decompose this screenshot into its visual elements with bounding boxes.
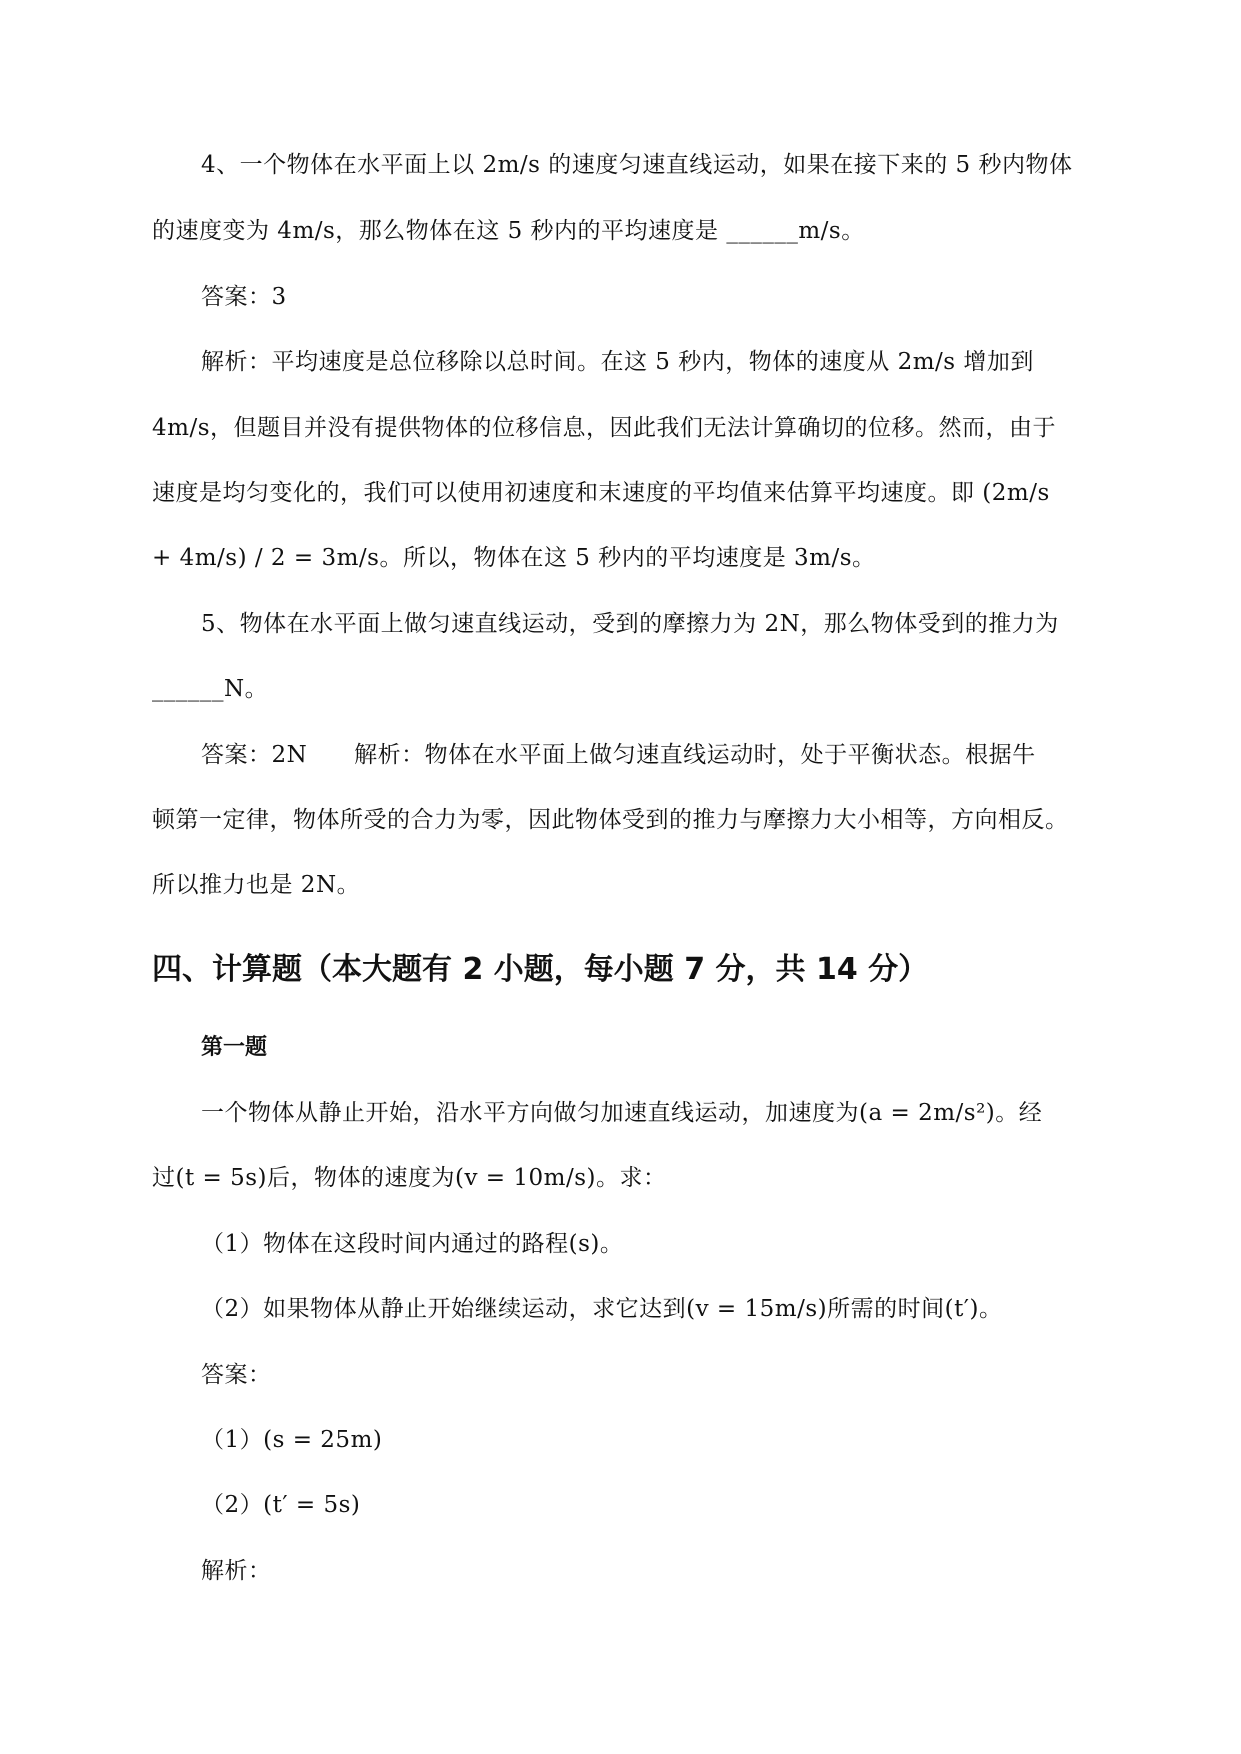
q4-analysis-line2: 4m/s，但题目并没有提供物体的位移信息，因此我们无法计算确切的位移。然而，由于 xyxy=(152,415,1056,441)
q4-answer: 答案：3 xyxy=(201,284,287,310)
q5-analysis-line2: 顿第一定律，物体所受的合力为零，因此物体受到的推力与摩擦力大小相等，方向相反。 xyxy=(152,807,1069,833)
subheading-first-question: 第一题 xyxy=(201,1035,268,1060)
q5-question-line2: ______N。 xyxy=(152,676,269,702)
problem-line1: 一个物体从静止开始，沿水平方向做匀加速直线运动，加速度为(a = 2m/s²)。经 xyxy=(201,1100,1043,1126)
problem-line2: 过(t = 5s)后，物体的速度为(v = 10m/s)。求： xyxy=(152,1165,667,1191)
q4-question-line1: 4、一个物体在水平面上以 2m/s 的速度匀速直线运动，如果在接下来的 5 秒内物体 xyxy=(201,152,1073,178)
q5-answer-analysis-line1: 答案：2N 解析：物体在水平面上做匀速直线运动时，处于平衡状态。根据牛 xyxy=(201,742,1036,768)
problem-part1: （1）物体在这段时间内通过的路程(s)。 xyxy=(201,1231,624,1257)
answer-part2: （2）(t′ = 5s) xyxy=(201,1492,361,1518)
q4-analysis-line4: + 4m/s) / 2 = 3m/s。所以，物体在这 5 秒内的平均速度是 3m/s。 xyxy=(152,545,876,571)
q5-analysis-line3: 所以推力也是 2N。 xyxy=(152,872,361,898)
analysis-label: 解析： xyxy=(201,1558,272,1584)
q4-analysis-line3: 速度是均匀变化的，我们可以使用初速度和末速度的平均值来估算平均速度。即 (2m/s xyxy=(152,480,1050,506)
problem-part2: （2）如果物体从静止开始继续运动，求它达到(v = 15m/s)所需的时间(t′)。 xyxy=(201,1296,1003,1322)
q5-question-line1: 5、物体在水平面上做匀速直线运动，受到的摩擦力为 2N，那么物体受到的推力为 xyxy=(201,611,1059,637)
q4-question-line2: 的速度变为 4m/s，那么物体在这 5 秒内的平均速度是 ______m/s。 xyxy=(152,218,865,244)
section-heading: 四、计算题（本大题有 2 小题，每小题 7 分，共 14 分） xyxy=(152,952,929,987)
answer-part1: （1）(s = 25m) xyxy=(201,1427,383,1453)
q4-analysis-line1: 解析：平均速度是总位移除以总时间。在这 5 秒内，物体的速度从 2m/s 增加到 xyxy=(201,349,1034,375)
answer-label: 答案： xyxy=(201,1362,272,1388)
